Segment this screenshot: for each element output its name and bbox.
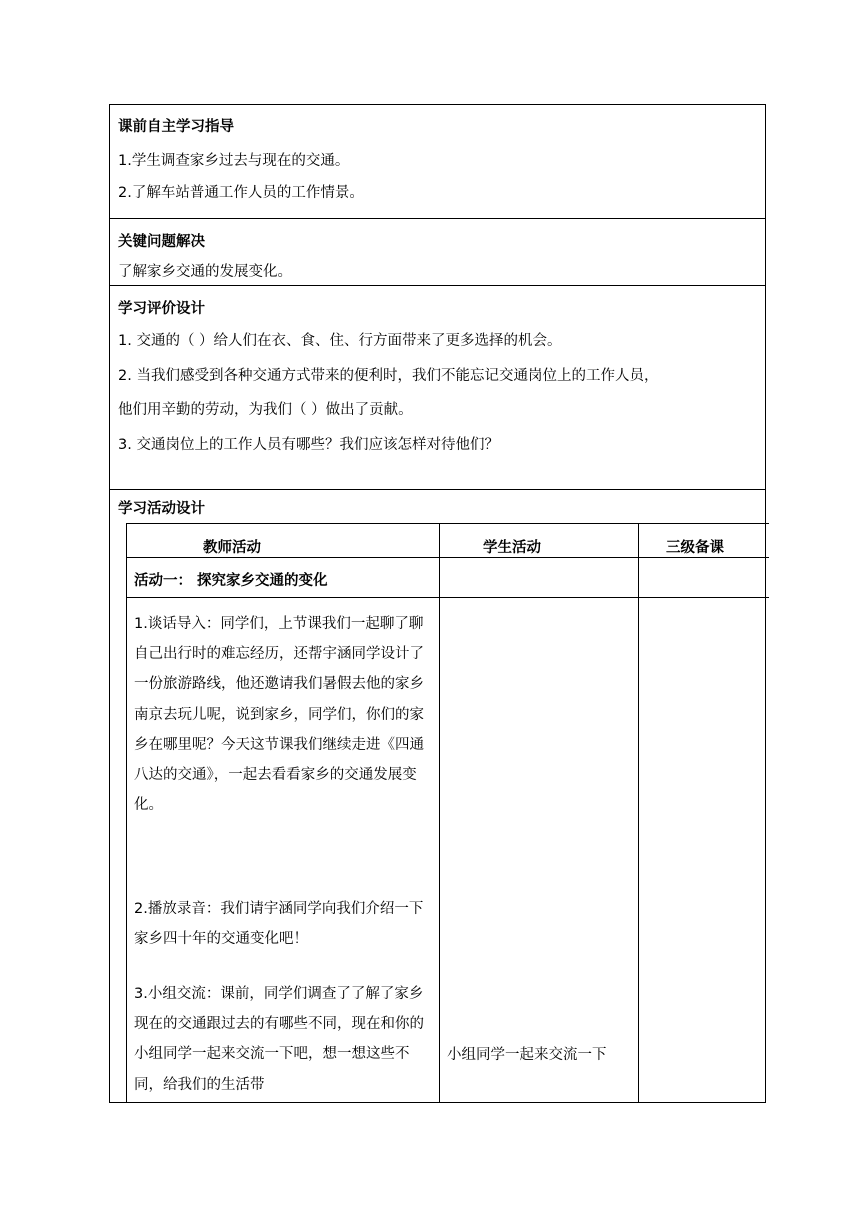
activity-table: [126, 523, 769, 1102]
teacher-paragraph-2: 2.播放录音：我们请宇涵同学向我们介绍一下家乡四十年的交通变化吧！: [134, 901, 424, 948]
teacher-paragraph-3: 3.小组交流：课前，同学们调查了了解了家乡现在的交通跟过去的有哪些不同，现在和你的小组同学一起来交流一下吧，想一想这些不同，给我们的生活带: [134, 986, 424, 1093]
student-activity-text: 小组同学一起来交流一下: [447, 1047, 607, 1063]
evaluation-line-1: 1. 交通的（ ）给人们在衣、食、住、行方面带来了更多选择的机会。: [118, 333, 562, 349]
section-divider: [110, 489, 765, 490]
header-divider: [127, 557, 769, 558]
column-divider: [439, 524, 440, 1102]
evaluation-line-4: 3. 交通岗位上的工作人员有哪些？我们应该怎样对待他们？: [118, 437, 499, 453]
activity-one-title: 活动一： 探究家乡交通的变化: [134, 573, 328, 589]
column-header-student: 学生活动: [483, 540, 541, 556]
section-divider: [110, 218, 765, 219]
activity-title-divider: [127, 597, 769, 598]
column-header-prep: 三级备课: [666, 540, 724, 556]
pre-study-line-1: 1.学生调查家乡过去与现在的交通。: [118, 153, 350, 169]
key-problem-title: 关键问题解决: [118, 234, 205, 250]
activity-design-title: 学习活动设计: [118, 501, 205, 517]
pre-study-line-2: 2.了解车站普通工作人员的工作情景。: [118, 185, 364, 201]
evaluation-title: 学习评价设计: [118, 301, 205, 317]
evaluation-line-3: 他们用辛勤的劳动，为我们（ ）做出了贡献。: [118, 402, 413, 418]
column-divider: [638, 524, 639, 1102]
teacher-paragraph-1: 1.谈话导入：同学们，上节课我们一起聊了聊自己出行时的难忘经历，还帮宇涵同学设计了一份旅游路线，他还邀请我们暑假去他的家乡南京去玩儿呢，说到家乡，同学们，你们的家乡在哪里呢？今天这节课我们继续走进《四通八达的交通》，一起去看看家乡的交通发展变化。: [134, 616, 424, 814]
column-header-teacher: 教师活动: [203, 540, 261, 556]
lesson-plan-table: [109, 104, 766, 1103]
key-problem-line-1: 了解家乡交通的发展变化。: [118, 264, 292, 280]
section-divider: [110, 285, 765, 286]
evaluation-line-2: 2. 当我们感受到各种交通方式带来的便利时，我们不能忘记交通岗位上的工作人员，: [118, 368, 659, 384]
pre-study-title: 课前自主学习指导: [118, 119, 234, 135]
